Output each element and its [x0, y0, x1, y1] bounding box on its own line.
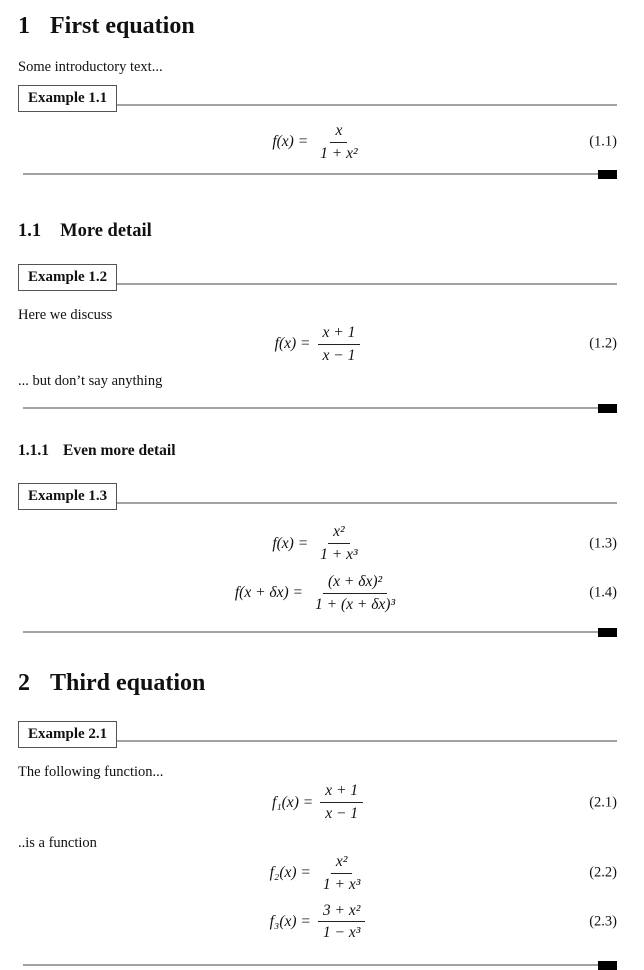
equation-1-1-math	[272, 122, 362, 163]
equation-1-3-fraction	[315, 523, 363, 564]
equation-1-3	[18, 523, 617, 564]
equation-2-3-lhs: f₃(x) =	[269, 913, 311, 931]
equation-1-4-denominator: 1 + (x + δx)³	[315, 595, 396, 613]
example-1-2-header	[18, 264, 617, 291]
example-1-1-top-rule	[117, 104, 617, 106]
equation-2-3	[18, 902, 617, 943]
section-1-1-title: More detail	[60, 221, 152, 242]
example-1-3-top-rule	[117, 502, 617, 504]
section-1-1-1-title: Even more detail	[63, 442, 176, 460]
equation-1-3-tag: (1.3)	[589, 535, 617, 552]
equation-2-3-math	[270, 902, 366, 943]
section-2-heading	[18, 670, 617, 698]
equation-2-2-tag: (2.2)	[589, 864, 617, 881]
example-1-3-header	[18, 483, 617, 510]
example-1-1-end-line	[23, 173, 617, 175]
equation-1-2-numerator: x + 1	[318, 324, 361, 345]
section-1-1-1-heading	[18, 442, 617, 460]
example-1-2-paragraph-after: ... but don’t say anything	[18, 373, 163, 390]
example-1-1-label: Example 1.1	[18, 85, 117, 112]
equation-1-2-lhs: f(x) =	[274, 335, 311, 353]
equation-2-2-lhs: f₂(x) =	[269, 864, 311, 882]
example-2-1-label: Example 2.1	[18, 721, 117, 748]
equation-2-2-denominator: 1 + x³	[322, 875, 361, 893]
example-2-1-top-rule	[117, 740, 617, 742]
example-1-2-top-rule	[117, 283, 617, 285]
example-1-2-paragraph-before: Here we discuss	[18, 306, 113, 323]
example-2-1-end-line	[23, 964, 617, 966]
equation-1-1-fraction	[315, 122, 363, 163]
equation-2-1-lhs: f₁(x) =	[271, 793, 314, 811]
section-2-title: Third equation	[50, 669, 206, 696]
equation-1-2-tag: (1.2)	[589, 335, 617, 352]
equation-2-2-fraction	[318, 853, 366, 894]
equation-1-1-tag: (1.1)	[589, 133, 617, 150]
equation-2-1-numerator: x + 1	[320, 782, 363, 803]
equation-1-4-numerator: (x + δx)²	[323, 573, 387, 594]
section-1-title: First equation	[50, 13, 195, 39]
equation-2-3-denominator: 1 − x³	[322, 924, 361, 942]
section-1-1-1-number: 1.1.1	[18, 442, 49, 460]
equation-1-4-lhs: f(x + δx) =	[234, 584, 304, 602]
equation-1-3-numerator: x²	[328, 523, 350, 544]
section-1-1-heading	[18, 221, 617, 242]
example-2-1-header	[18, 721, 617, 748]
equation-1-1-denominator: 1 + x²	[320, 144, 358, 162]
equation-1-3-math	[272, 523, 362, 564]
equation-1-3-lhs: f(x) =	[272, 534, 309, 552]
equation-2-1-fraction	[320, 782, 363, 823]
equation-1-1	[18, 122, 617, 163]
section-1-1-number: 1.1	[18, 221, 42, 242]
example-1-1-end-rule	[18, 170, 617, 179]
equation-1-1-numerator: x	[330, 122, 347, 143]
equation-1-2	[18, 324, 617, 365]
example-2-1-end-rule	[18, 961, 617, 970]
equation-2-1-denominator: x − 1	[325, 805, 359, 823]
equation-2-3-numerator: 3 + x²	[318, 902, 366, 923]
example-1-1-end-marker-icon	[598, 170, 617, 179]
equation-1-3-denominator: 1 + x³	[320, 546, 358, 564]
section-1-heading	[18, 13, 617, 41]
equation-1-2-denominator: x − 1	[322, 346, 356, 364]
equation-1-4-math	[235, 573, 400, 614]
equation-2-3-fraction	[318, 902, 366, 943]
equation-2-2-numerator: x²	[331, 853, 353, 874]
section-2-number: 2	[18, 669, 30, 696]
example-1-2-label: Example 1.2	[18, 264, 117, 291]
example-1-3-label: Example 1.3	[18, 483, 117, 510]
equation-2-2-math	[270, 853, 366, 894]
example-2-1-paragraph-2: ..is a function	[18, 834, 97, 851]
equation-2-1-math	[272, 782, 363, 823]
equation-1-2-fraction	[318, 324, 361, 365]
equation-1-4-tag: (1.4)	[589, 584, 617, 601]
equation-2-1-tag: (2.1)	[589, 794, 617, 811]
equation-2-3-tag: (2.3)	[589, 913, 617, 930]
example-1-3-end-line	[23, 631, 617, 633]
example-1-3-end-marker-icon	[598, 628, 617, 637]
example-2-1-end-marker-icon	[598, 961, 617, 970]
example-1-2-end-line	[23, 407, 617, 409]
example-1-2-end-marker-icon	[598, 404, 617, 413]
equation-1-1-lhs: f(x) =	[272, 133, 309, 151]
equation-1-2-math	[275, 324, 361, 365]
equation-1-4-fraction	[310, 573, 400, 614]
section-1-number: 1	[18, 13, 30, 39]
example-1-3-end-rule	[18, 628, 617, 637]
section-1-intro-paragraph: Some introductory text...	[18, 58, 163, 75]
example-1-1-header	[18, 85, 617, 112]
example-1-2-end-rule	[18, 404, 617, 413]
equation-2-2	[18, 853, 617, 894]
equation-1-4	[18, 573, 617, 614]
equation-2-1	[18, 782, 617, 823]
example-2-1-paragraph-1: The following function...	[18, 764, 164, 781]
